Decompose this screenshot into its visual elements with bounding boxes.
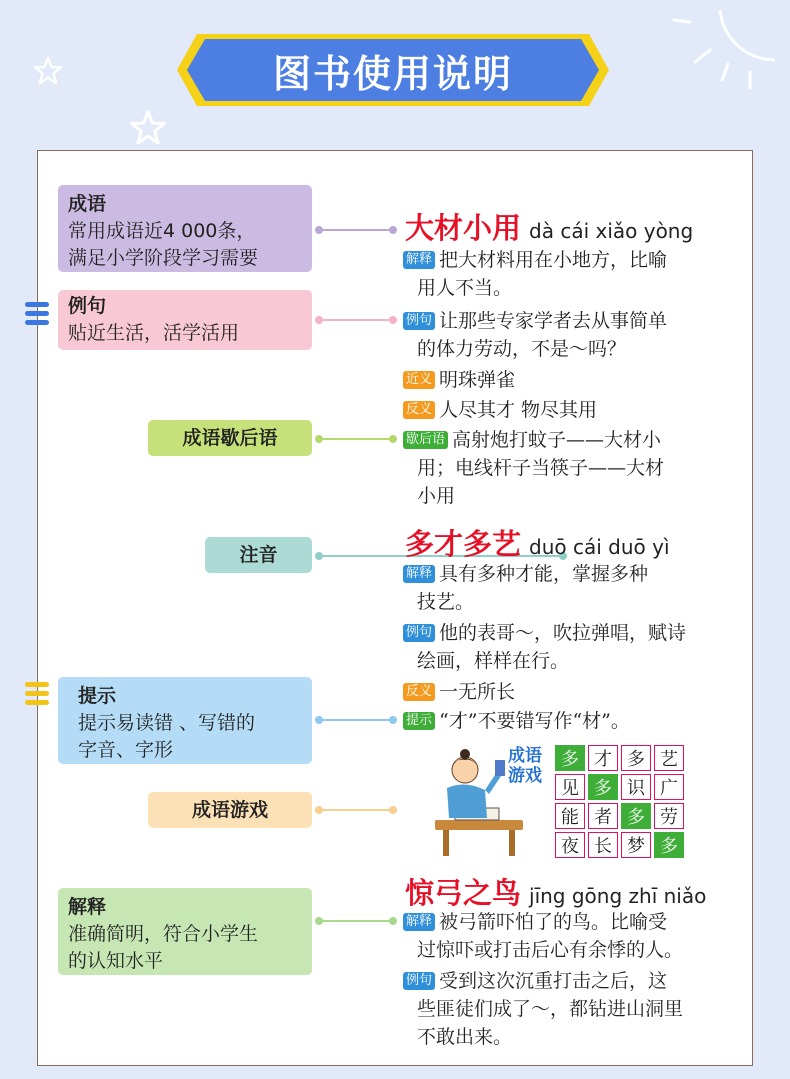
entry-headword: 多才多艺 duō cái duō yì bbox=[405, 527, 670, 561]
connector-line bbox=[318, 438, 394, 440]
game-cell: 见 bbox=[555, 774, 585, 800]
entry-headword: 大材小用 dà cái xiǎo yòng bbox=[405, 211, 694, 245]
antonym-row: 反义 一无所长 bbox=[403, 678, 738, 706]
game-cell: 才 bbox=[588, 745, 618, 771]
label-youxi: 成语游戏 bbox=[148, 792, 312, 828]
game-cell: 劳 bbox=[654, 803, 684, 829]
example-row: 例句 受到这次沉重打击之后，这 些匪徒们成了～，都钻进山洞里 不敢出来。 bbox=[403, 967, 738, 1051]
menu-icon bbox=[25, 302, 49, 329]
label-zhuyin: 注音 bbox=[205, 537, 312, 573]
definition-row: 解释 被弓箭吓怕了的鸟。比喻受 过惊吓或打击后心有余悸的人。 bbox=[403, 908, 738, 964]
game-cell: 者 bbox=[588, 803, 618, 829]
star-icon bbox=[128, 108, 168, 148]
game-cell: 能 bbox=[555, 803, 585, 829]
star-icon bbox=[32, 55, 64, 87]
game-cell: 梦 bbox=[621, 832, 651, 858]
definition-row: 解释 把大材料用在小地方，比喻 用人不当。 bbox=[403, 246, 738, 302]
label-liju: 例句 贴近生活，活学活用 bbox=[58, 290, 312, 350]
sun-icon bbox=[650, 0, 790, 90]
menu-icon bbox=[25, 682, 49, 709]
example-row: 例句 他的表哥～，吹拉弹唱，赋诗 绘画，样样在行。 bbox=[403, 619, 738, 675]
game-cell: 多 bbox=[654, 832, 684, 858]
idiom-game-grid bbox=[555, 745, 687, 858]
game-cell: 夜 bbox=[555, 832, 585, 858]
label-xiehouyu: 成语歇后语 bbox=[148, 420, 312, 456]
example-row: 例句 让那些专家学者去从事简单 的体力劳动，不是～吗？ bbox=[403, 307, 738, 363]
definition-row: 解释 具有多种才能，掌握多种 技艺。 bbox=[403, 560, 738, 616]
game-cell: 长 bbox=[588, 832, 618, 858]
game-cell: 艺 bbox=[654, 745, 684, 771]
antonym-row: 反义 人尽其才 物尽其用 bbox=[403, 396, 738, 424]
game-title: 成语 游戏 bbox=[508, 746, 542, 786]
game-cell: 识 bbox=[621, 774, 651, 800]
entry-headword: 惊弓之鸟 jīng gōng zhī niǎo bbox=[405, 876, 707, 910]
label-jieshi: 解释 准确简明，符合小学生 的认知水平 bbox=[58, 888, 312, 975]
connector-line bbox=[318, 809, 394, 811]
page-title: 图书使用说明 bbox=[272, 51, 513, 96]
game-cell: 多 bbox=[621, 803, 651, 829]
xiehouyu-row: 歇后语 高射炮打蚊子——大材小 用；电线杆子当筷子——大材 小用 bbox=[403, 426, 738, 510]
title-banner bbox=[175, 30, 611, 110]
game-cell: 多 bbox=[621, 745, 651, 771]
synonym-row: 近义 明珠弹雀 bbox=[403, 366, 738, 394]
hint-row: 提示 “才”不要错写作“材”。 bbox=[403, 707, 738, 735]
label-tishi: 提示 提示易读错 、写错的 字音、字形 bbox=[58, 677, 312, 764]
game-cell: 广 bbox=[654, 774, 684, 800]
connector-line bbox=[318, 229, 394, 231]
connector-line bbox=[318, 719, 394, 721]
connector-line bbox=[318, 920, 394, 922]
connector-line bbox=[318, 319, 394, 321]
game-cell: 多 bbox=[588, 774, 618, 800]
game-cell: 多 bbox=[555, 745, 585, 771]
label-chengyu: 成语 常用成语近4 000条， 满足小学阶段学习需要 bbox=[58, 185, 312, 272]
